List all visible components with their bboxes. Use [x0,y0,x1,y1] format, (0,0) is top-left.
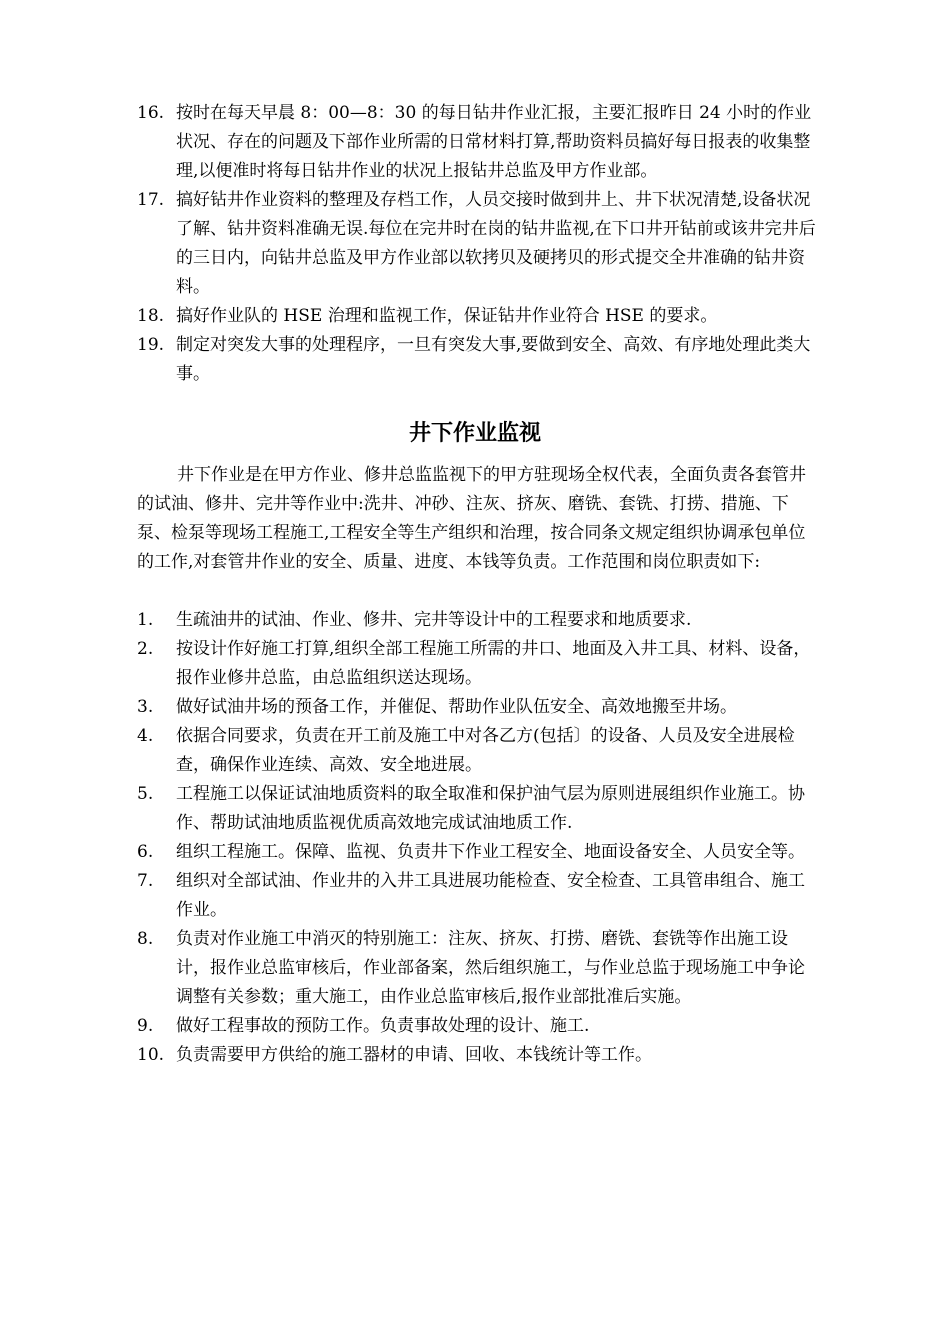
list-item-number: 5. [137,784,154,804]
list-item-number: 9. [137,1016,154,1036]
list-item-number: 3. [137,697,154,717]
list-item-number: 16. [137,103,165,123]
intro-paragraph: 井下作业是在甲方作业、修井总监监视下的甲方驻现场全权代表，全面负责各套管井的试油、修井、完井等作业中:洗井、冲砂、注灰、挤灰、磨铣、套铣、打捞、措施、下泵、检泵等现场工程施工,工程安全等生产组织和治理，按合同条文规定组织协调承包单位的工作,对套管井作业的安全、质量、进度、本钱等负责。工作范围和岗位职责如下: [137,465,806,572]
list-item [137,780,817,838]
list-item-text: 生疏油井的试油、作业、修井、完井等设计中的工程要求和地质要求. [176,610,692,630]
list-item-number: 1. [137,610,154,630]
list-item-number: 6. [137,842,154,862]
section-title: 井下作业监视 [408,421,541,446]
list-item [137,1012,817,1041]
list-item [137,925,817,1012]
list-item-text: 搞好作业队的 HSE 治理和监视工作，保证钻井作业符合 HSE 的要求。 [176,306,718,326]
list-item-text: 制定对突发大事的处理程序，一旦有突发大事,要做到安全、高效、有序地处理此类大事。 [176,335,811,384]
list-item-number: 18. [137,306,165,326]
list-item-number: 17. [137,190,165,210]
list-item-text: 做好试油井场的预备工作，并催促、帮助作业队伍安全、高效地搬至井场。 [176,697,737,717]
list-item-text: 搞好钻井作业资料的整理及存档工作，人员交接时做到井上、井下状况清楚,设备状况了解、钻井资料准确无误.每位在完井时在岗的钻井监视,在下口井开钻前或该井完井后的三日内，向钻井总监及甲方作业部以软拷贝及硬拷贝的形式提交全井准确的钻井资料。 [176,190,816,297]
list-item-text: 依据合同要求，负责在开工前及施工中对各乙方(包括〕的设备、人员及安全进展检查，确保作业连续、高效、安全地进展。 [176,726,795,775]
list-item-number: 10. [137,1045,165,1065]
list-item-number: 8. [137,929,154,949]
list-item [137,99,817,186]
duty-list-drilling [137,99,817,389]
list-item-number: 7. [137,871,154,891]
list-item-text: 组织工程施工。保障、监视、负责井下作业工程安全、地面设备安全、人员安全等。 [176,842,805,862]
list-item-number: 19. [137,335,165,355]
list-item-number: 4. [137,726,154,746]
list-item-text: 工程施工以保证试油地质资料的取全取准和保护油气层为原则进展组织作业施工。协作、帮助试油地质监视优质高效地完成试油地质工作. [176,784,805,833]
duty-list-downhole [137,606,817,1070]
list-item-text: 负责需要甲方供给的施工器材的申请、回收、本钱统计等工作。 [176,1045,652,1065]
list-item [137,1041,817,1070]
list-item [137,838,817,867]
list-item [137,867,817,925]
list-item-text: 按时在每天早晨 8：00—8：30 的每日钻井作业汇报，主要汇报昨日 24 小时的作业状况、存在的问题及下部作业所需的日常材料打算,帮助资料员搞好每日报表的收集整理,以便准时将每日钻井作业的状况上报钻井总监及甲方作业部。 [176,103,812,181]
list-item [137,186,817,302]
list-item-text: 按设计作好施工打算,组织全部工程施工所需的井口、地面及入井工具、材料、设备，报作业修井总监，由总监组织送达现场。 [176,639,811,688]
list-item [137,722,817,780]
list-item-text: 组织对全部试油、作业井的入井工具进展功能检查、安全检查、工具管串组合、施工作业。 [176,871,805,920]
list-item [137,302,817,331]
list-item-number: 2. [137,639,154,659]
list-item [137,635,817,693]
list-item-text: 负责对作业施工中消灭的特别施工：注灰、挤灰、打捞、磨铣、套铣等作出施工设计，报作业总监审核后，作业部备案，然后组织施工，与作业总监于现场施工中争论调整有关参数；重大施工，由作业总监审核后,报作业部批准后实施。 [176,929,805,1007]
list-item [137,331,817,389]
list-item [137,606,817,635]
list-item-text: 做好工程事故的预防工作。负责事故处理的设计、施工. [176,1016,590,1036]
list-item [137,693,817,722]
